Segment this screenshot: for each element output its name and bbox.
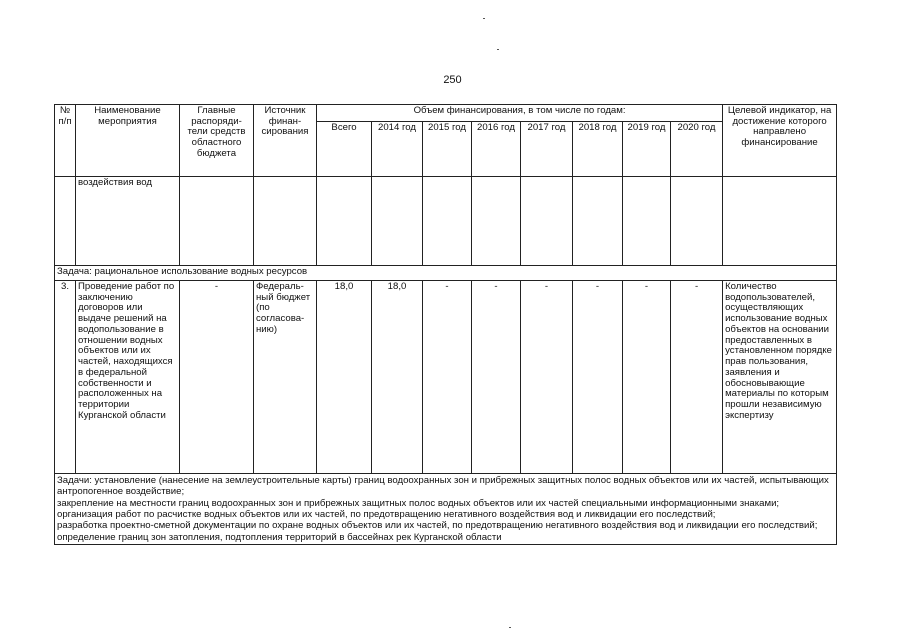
task-line: организация работ по расчистке водных объектов или их частей, по предотвращению негативного воздействия вод и ликвидации его последствий;	[57, 508, 716, 520]
header-indicator: Целевой индикатор, на достижение которого направлено финансирование	[723, 105, 837, 177]
header-total: Всего	[317, 122, 372, 177]
tasks-block	[55, 474, 837, 545]
header-year-2019: 2019 год	[623, 122, 671, 177]
task-text: Задача: рациональное использование водных ресурсов	[55, 266, 837, 281]
header-year-2016: 2016 год	[472, 122, 521, 177]
cell-year-2017: -	[521, 281, 573, 474]
cell-year-2014: 18,0	[372, 281, 423, 474]
header-name: Наименование мероприятия	[76, 105, 180, 177]
scan-speck	[509, 627, 511, 628]
cell-name: Проведение работ по заключению договоров или выдаче решений на водопользование в отношении водных объектов или их частей, находящихся в федеральной собственности и расположенных на территории Курганской области	[76, 281, 180, 474]
header-year-2014: 2014 год	[372, 122, 423, 177]
cell-source: Федераль-ный бюджет (по согласова-нию)	[254, 281, 317, 474]
header-year-2020: 2020 год	[671, 122, 723, 177]
header-volume: Объем финансирования, в том числе по годам:	[317, 105, 723, 122]
header-managers: Главные распоряди-тели средств областного бюджета	[180, 105, 254, 177]
table-row	[55, 281, 837, 474]
cell-num: 3.	[55, 281, 76, 474]
cell-year-2019: -	[623, 281, 671, 474]
cell-num	[55, 177, 76, 266]
task-line: определение границ зон затопления, подтопления территорий в бассейнах рек Курганской области	[57, 531, 502, 543]
cell-year	[423, 177, 472, 266]
cell-total	[317, 177, 372, 266]
page-number: 250	[443, 74, 462, 86]
cell-year	[671, 177, 723, 266]
cell-year-2020: -	[671, 281, 723, 474]
cell-year	[623, 177, 671, 266]
cell-indicator: Количество водопользователей, осуществляющих использование водных объектов на основании предоставленных в установленном порядке прав пользования, заявления и обосновывающие материалы по которым прошли независимую экспертизу	[723, 281, 837, 474]
cell-manager: -	[180, 281, 254, 474]
scan-speck	[483, 18, 485, 19]
task-row	[55, 266, 837, 281]
cell-year	[372, 177, 423, 266]
task-line: разработка проектно-сметной документации по охране водных объектов или их частей, по предотвращению негативного воздействия вод и ликвидации его последствий;	[57, 520, 818, 532]
task-line: Задачи: установление (нанесение на землеустроительные карты) границ водоохранных зон и прибрежных защитных полос водных объектов или их частей, испытывающих антропогенное воздействие;	[57, 475, 829, 498]
cell-year-2016: -	[472, 281, 521, 474]
financing-table	[54, 104, 837, 545]
cell-source	[254, 177, 317, 266]
cell-year-2018: -	[573, 281, 623, 474]
header-num: № п/п	[55, 105, 76, 177]
cell-year	[573, 177, 623, 266]
task-line: закрепление на местности границ водоохранных зон и прибрежных защитных полос водных объектов или их частей специальными информационными знаками;	[57, 497, 780, 509]
header-source: Источник финан-сирования	[254, 105, 317, 177]
header-year-2017: 2017 год	[521, 122, 573, 177]
header-year-2015: 2015 год	[423, 122, 472, 177]
cell-manager	[180, 177, 254, 266]
table-header-row	[55, 105, 837, 122]
cell-total: 18,0	[317, 281, 372, 474]
scan-speck	[497, 49, 499, 50]
cell-year-2015: -	[423, 281, 472, 474]
cell-name: воздействия вод	[76, 177, 180, 266]
cell-year	[472, 177, 521, 266]
header-year-2018: 2018 год	[573, 122, 623, 177]
tasks-block-row	[55, 474, 837, 545]
cell-year	[521, 177, 573, 266]
cell-indicator	[723, 177, 837, 266]
table-row	[55, 177, 837, 266]
